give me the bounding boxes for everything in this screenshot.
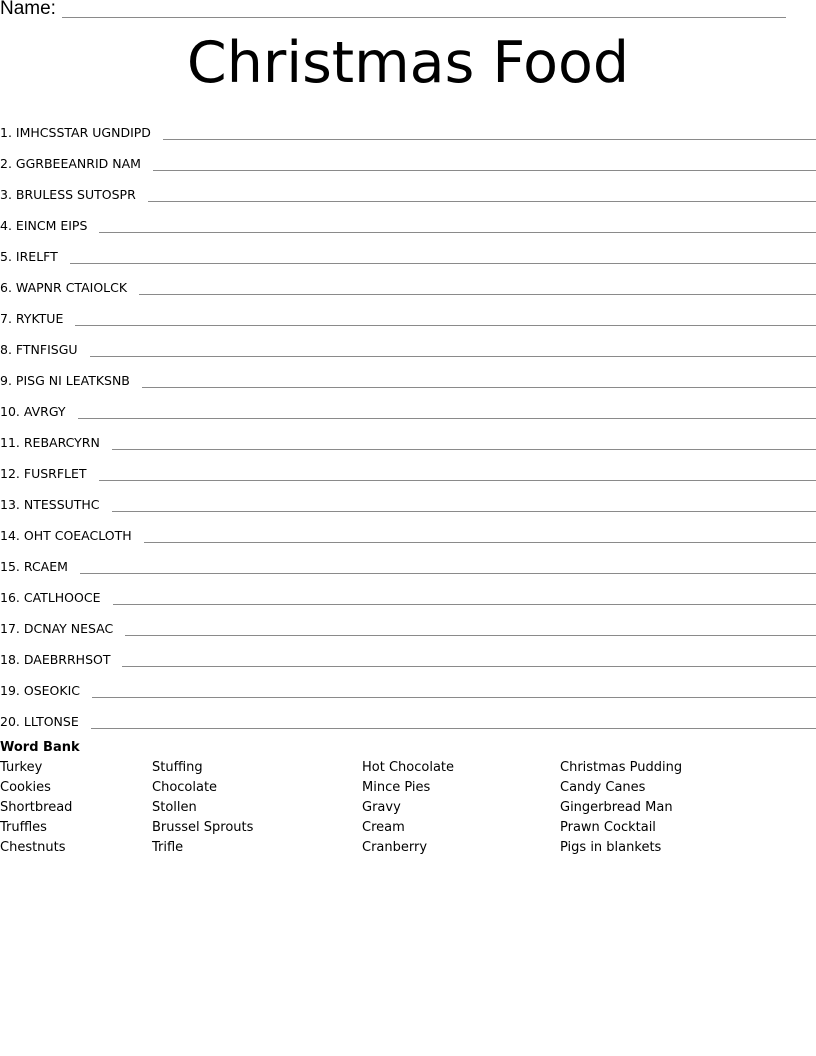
question-label (0, 310, 75, 329)
question-label (0, 682, 92, 701)
question-row (0, 484, 816, 515)
scrambled-word: OSEOKIC (23, 683, 80, 698)
question-number: 8. (0, 342, 12, 357)
question-number: 20. (0, 714, 20, 729)
answer-line[interactable] (139, 294, 816, 295)
word-bank-column (152, 758, 253, 858)
question-number: 3. (0, 187, 12, 202)
answer-line[interactable] (78, 418, 816, 419)
scrambled-word: IRELFT (15, 249, 58, 264)
scrambled-word: EINCM EIPS (15, 218, 88, 233)
word-bank-item: Turkey (0, 760, 43, 775)
scrambled-word: FTNFISGU (15, 342, 78, 357)
question-row (0, 143, 816, 174)
question-number: 4. (0, 218, 12, 233)
word-bank-item: Cranberry (362, 840, 428, 855)
word-bank-item: Mince Pies (362, 780, 431, 795)
question-label (0, 217, 99, 236)
question-row (0, 329, 816, 360)
word-bank-item: Gravy (362, 800, 401, 815)
question-label (0, 279, 139, 298)
question-row (0, 174, 816, 205)
question-row (0, 577, 816, 608)
answer-line[interactable] (99, 480, 816, 481)
word-bank-item: Pigs in blankets (560, 840, 662, 855)
scrambled-word: DAEBRRHSOT (23, 652, 111, 667)
answer-line[interactable] (113, 604, 816, 605)
answer-line[interactable] (92, 697, 816, 698)
scrambled-word: IMHCSSTAR UGNDIPD (15, 125, 151, 140)
question-label (0, 465, 99, 484)
question-label (0, 620, 125, 639)
question-label (0, 713, 91, 732)
scrambled-word: BRULESS SUTOSPR (15, 187, 136, 202)
answer-line[interactable] (112, 511, 816, 512)
name-field[interactable] (62, 17, 786, 18)
question-row (0, 639, 816, 670)
answer-line[interactable] (99, 232, 816, 233)
question-row (0, 453, 816, 484)
name-label: Name: (0, 0, 56, 19)
word-bank-title: Word Bank (0, 740, 80, 755)
answer-line[interactable] (142, 387, 816, 388)
question-row (0, 701, 816, 732)
question-row (0, 298, 816, 329)
word-bank-item: Gingerbread Man (560, 800, 673, 815)
question-row (0, 391, 816, 422)
scrambled-word: CATLHOOCE (23, 590, 101, 605)
question-number: 12. (0, 466, 20, 481)
question-number: 13. (0, 497, 20, 512)
question-number: 2. (0, 156, 12, 171)
scrambled-word: WAPNR CTAIOLCK (15, 280, 128, 295)
question-row (0, 608, 816, 639)
word-bank-item: Stollen (152, 800, 197, 815)
word-bank-column (0, 758, 72, 858)
question-number: 10. (0, 404, 20, 419)
worksheet-title: Christmas Food (186, 30, 630, 96)
question-label (0, 651, 122, 670)
scrambled-word: LLTONSE (23, 714, 79, 729)
word-bank-item: Stuffing (152, 760, 203, 775)
word-bank (0, 738, 816, 868)
scrambled-word: OHT COEACLOTH (23, 528, 132, 543)
scrambled-word: FUSRFLET (23, 466, 87, 481)
scrambled-word: RCAEM (23, 559, 68, 574)
answer-line[interactable] (80, 573, 816, 574)
answer-line[interactable] (90, 356, 816, 357)
word-bank-item: Candy Canes (560, 780, 646, 795)
scrambled-word: RYKTUE (15, 311, 64, 326)
question-number: 17. (0, 621, 20, 636)
question-list (0, 112, 816, 732)
question-number: 6. (0, 280, 12, 295)
word-bank-item: Cream (362, 820, 405, 835)
question-row (0, 360, 816, 391)
question-label (0, 496, 112, 515)
answer-line[interactable] (144, 542, 816, 543)
question-row (0, 112, 816, 143)
word-bank-item: Chocolate (152, 780, 218, 795)
question-row (0, 205, 816, 236)
word-bank-item: Shortbread (0, 800, 73, 815)
question-label (0, 186, 148, 205)
answer-line[interactable] (112, 449, 816, 450)
question-label (0, 155, 153, 174)
question-row (0, 236, 816, 267)
word-bank-item: Brussel Sprouts (152, 820, 254, 835)
answer-line[interactable] (75, 325, 816, 326)
question-row (0, 670, 816, 701)
question-label (0, 248, 70, 267)
question-number: 18. (0, 652, 20, 667)
question-number: 19. (0, 683, 20, 698)
answer-line[interactable] (91, 728, 816, 729)
question-label (0, 403, 78, 422)
scrambled-word: AVRGY (23, 404, 66, 419)
scrambled-word: NTESSUTHC (23, 497, 100, 512)
question-label (0, 124, 163, 143)
question-number: 1. (0, 125, 12, 140)
word-bank-item: Truffles (0, 820, 47, 835)
question-number: 16. (0, 590, 20, 605)
word-bank-item: Cookies (0, 780, 51, 795)
scrambled-word: REBARCYRN (23, 435, 100, 450)
answer-line[interactable] (163, 139, 816, 140)
question-label (0, 372, 142, 391)
question-row (0, 267, 816, 298)
word-bank-item: Hot Chocolate (362, 760, 455, 775)
answer-line[interactable] (153, 170, 816, 171)
answer-line[interactable] (148, 201, 816, 202)
word-bank-item: Chestnuts (0, 840, 66, 855)
scrambled-word: GGRBEEANRID NAM (15, 156, 141, 171)
word-bank-item: Christmas Pudding (560, 760, 683, 775)
answer-line[interactable] (125, 635, 816, 636)
name-row (0, 0, 816, 20)
question-number: 11. (0, 435, 20, 450)
word-bank-grid (0, 758, 816, 868)
question-number: 5. (0, 249, 12, 264)
question-label (0, 558, 80, 577)
question-label (0, 589, 113, 608)
scrambled-word: PISG NI LEATKSNB (15, 373, 130, 388)
question-number: 14. (0, 528, 20, 543)
scrambled-word: DCNAY NESAC (23, 621, 114, 636)
question-number: 9. (0, 373, 12, 388)
question-row (0, 422, 816, 453)
question-label (0, 341, 90, 360)
question-row (0, 546, 816, 577)
question-row (0, 515, 816, 546)
answer-line[interactable] (122, 666, 816, 667)
question-number: 15. (0, 559, 20, 574)
question-label (0, 527, 144, 546)
word-bank-item: Trifle (152, 840, 184, 855)
question-label (0, 434, 112, 453)
word-bank-column (560, 758, 682, 858)
question-number: 7. (0, 311, 12, 326)
answer-line[interactable] (70, 263, 816, 264)
word-bank-column (362, 758, 454, 858)
word-bank-item: Prawn Cocktail (560, 820, 656, 835)
